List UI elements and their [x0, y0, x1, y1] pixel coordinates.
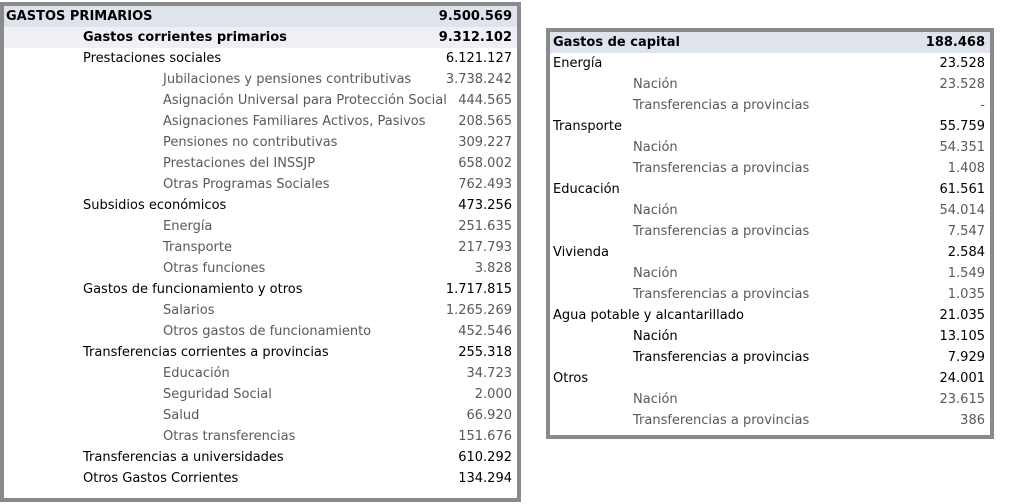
row-value: 2.584: [947, 245, 985, 260]
row-value: 23.615: [939, 392, 985, 407]
subtotal-row: [4, 27, 517, 48]
row-label: Gastos de capital: [553, 35, 680, 50]
row-value: 7.547: [947, 224, 985, 239]
row-label: Gastos corrientes primarios: [83, 30, 287, 45]
provincias-row: [550, 95, 990, 116]
row-label: Otros: [553, 371, 589, 386]
row-value: 54.351: [939, 140, 985, 155]
row-value: 309.227: [458, 135, 512, 150]
row-value: 217.793: [458, 240, 512, 255]
row-label: Nación: [633, 392, 678, 407]
nacion-row: [550, 200, 990, 221]
row-value: 762.493: [458, 177, 512, 192]
row-value: 23.528: [939, 77, 985, 92]
row-label: Otras transferencias: [163, 429, 296, 444]
provincias-row: [550, 410, 990, 431]
group-row: [550, 116, 990, 137]
row-label: Transferencias a universidades: [83, 450, 284, 465]
row-label: Nación: [633, 203, 678, 218]
group-row: [550, 242, 990, 263]
row-value: 1.265.269: [445, 303, 512, 318]
provincias-row: [550, 347, 990, 368]
category-row: [4, 279, 517, 300]
row-value: 61.561: [939, 182, 985, 197]
category-row: [4, 468, 517, 489]
item-row: [4, 258, 517, 279]
category-row: [4, 48, 517, 69]
row-value: 255.318: [458, 345, 512, 360]
row-label: Transferencias a provincias: [633, 98, 810, 113]
row-value: 188.468: [925, 35, 985, 50]
row-label: Otros Gastos Corrientes: [83, 471, 239, 486]
row-value: 9.312.102: [438, 30, 512, 45]
row-label: Otras Programas Sociales: [163, 177, 330, 192]
provincias-row: [550, 284, 990, 305]
group-row: [550, 179, 990, 200]
row-label: Educación: [553, 182, 620, 197]
row-value: 444.565: [458, 93, 512, 108]
row-label: Prestaciones del INSSJP: [163, 156, 316, 171]
row-label: Transporte: [553, 119, 622, 134]
group-row: [550, 368, 990, 389]
category-row: [4, 342, 517, 363]
row-value: 1.035: [947, 287, 985, 302]
row-value: -: [980, 98, 985, 113]
row-label: Transferencias a provincias: [633, 350, 810, 365]
item-row: [4, 363, 517, 384]
row-value: 34.723: [466, 366, 512, 381]
row-label: Jubilaciones y pensiones contributivas: [163, 72, 412, 87]
row-value: 1.549: [947, 266, 985, 281]
row-value: 452.546: [458, 324, 512, 339]
row-value: 1.408: [947, 161, 985, 176]
row-value: 2.000: [474, 387, 512, 402]
group-row: [550, 53, 990, 74]
row-label: Vivienda: [553, 245, 609, 260]
row-value: 13.105: [939, 329, 985, 344]
row-value: 473.256: [458, 198, 512, 213]
row-value: 55.759: [939, 119, 985, 134]
row-value: 66.920: [466, 408, 512, 423]
item-row: [4, 384, 517, 405]
row-label: Educación: [163, 366, 230, 381]
total-row: [4, 6, 517, 27]
row-label: Asignación Universal para Protección Social: [163, 93, 447, 108]
row-label: Transferencias a provincias: [633, 161, 810, 176]
primary-expenses-table: [0, 2, 521, 502]
row-label: Transferencias corrientes a provincias: [83, 345, 329, 360]
row-value: 1.717.815: [445, 282, 512, 297]
item-row: [4, 216, 517, 237]
provincias-row: [550, 158, 990, 179]
row-label: Seguridad Social: [163, 387, 272, 402]
row-label: Otros gastos de funcionamiento: [163, 324, 372, 339]
item-row: [4, 174, 517, 195]
row-label: Nación: [633, 140, 678, 155]
row-value: 658.002: [458, 156, 512, 171]
total-row: [550, 32, 990, 53]
row-value: 251.635: [458, 219, 512, 234]
row-value: 386: [960, 413, 985, 428]
category-row: [4, 447, 517, 468]
provincias-row: [550, 221, 990, 242]
row-value: 151.676: [458, 429, 512, 444]
category-row: [4, 195, 517, 216]
row-label: Nación: [633, 77, 678, 92]
nacion-row: [550, 74, 990, 95]
row-label: Energía: [553, 56, 603, 71]
item-row: [4, 153, 517, 174]
row-label: Gastos de funcionamiento y otros: [83, 282, 303, 297]
row-value: 610.292: [458, 450, 512, 465]
row-label: Salud: [163, 408, 200, 423]
item-row: [4, 405, 517, 426]
row-label: Subsidios económicos: [83, 198, 227, 213]
row-label: Transferencias a provincias: [633, 413, 810, 428]
row-value: 3.828: [474, 261, 512, 276]
row-label: Transporte: [163, 240, 232, 255]
item-row: [4, 426, 517, 447]
row-value: 21.035: [939, 308, 985, 323]
nacion-row: [550, 326, 990, 347]
row-label: Otras funciones: [163, 261, 266, 276]
nacion-row: [550, 263, 990, 284]
row-value: 6.121.127: [445, 51, 512, 66]
row-label: Energía: [163, 219, 213, 234]
row-label: Transferencias a provincias: [633, 287, 810, 302]
item-row: [4, 132, 517, 153]
item-row: [4, 90, 517, 111]
row-value: 7.929: [947, 350, 985, 365]
row-label: Nación: [633, 329, 678, 344]
row-label: Asignaciones Familiares Activos, Pasivos: [163, 114, 426, 129]
group-row: [550, 305, 990, 326]
nacion-row: [550, 137, 990, 158]
row-value: 54.014: [939, 203, 985, 218]
nacion-row: [550, 389, 990, 410]
row-label: Nación: [633, 266, 678, 281]
row-value: 3.738.242: [445, 72, 512, 87]
item-row: [4, 111, 517, 132]
item-row: [4, 321, 517, 342]
row-label: Salarios: [163, 303, 215, 318]
item-row: [4, 69, 517, 90]
item-row: [4, 237, 517, 258]
row-label: Transferencias a provincias: [633, 224, 810, 239]
capital-expenses-table: [546, 28, 994, 439]
item-row: [4, 300, 517, 321]
row-label: GASTOS PRIMARIOS: [6, 9, 153, 24]
row-value: 24.001: [939, 371, 985, 386]
row-label: Prestaciones sociales: [83, 51, 222, 66]
row-value: 134.294: [458, 471, 512, 486]
row-label: Pensiones no contributivas: [163, 135, 338, 150]
row-value: 9.500.569: [438, 9, 512, 24]
row-value: 23.528: [939, 56, 985, 71]
row-value: 208.565: [458, 114, 512, 129]
row-label: Agua potable y alcantarillado: [553, 308, 744, 323]
